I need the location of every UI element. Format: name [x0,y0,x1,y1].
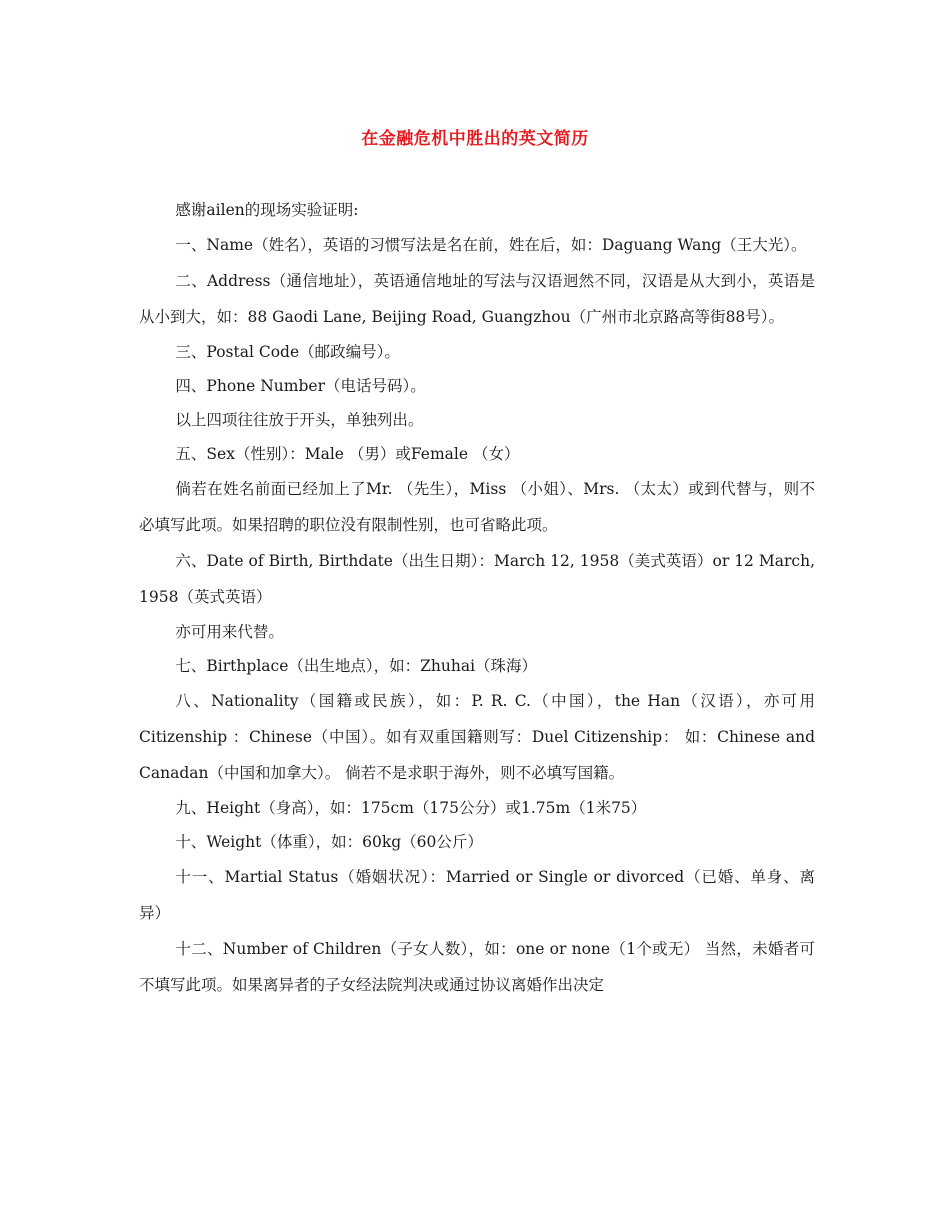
paragraph-name: 一、Name（姓名），英语的习惯写法是名在前，姓在后，如：Daguang Wang（王大光）。 [175,236,807,254]
paragraph-alternative: 亦可用来代替。 [175,623,284,641]
paragraph-height: 九、Height（身高），如：175cm（175公分）或1.75m（1米75） [175,799,647,817]
paragraph-first-four-note: 以上四项往往放于开头，单独列出。 [175,411,424,429]
paragraph-address: 二、Address（通信地址），英语通信地址的写法与汉语迥然不同，汉语是从大到小，英语是从小到大，如：88 Gaodi Lane, Beijing Road, Guangzhou（广州市北京路高等街88号）。 [139,272,815,326]
paragraph-phone-number: 四、Phone Number（电话号码）。 [175,377,426,395]
paragraph-nationality: 八、Nationality（国籍或民族），如：P. R. C.（中国），the Han（汉语），亦可用 Citizenship ：Chinese（中国）。如有双重国籍则写：Duel Citizenship： 如：Chinese and Canadan（中国和加拿大）。 倘若不是求职于海外，则不必填写国籍。 [139,692,815,782]
paragraph-number-of-children: 十二、Number of Children（子女人数），如：one or none（1个或无） 当然，未婚者可不填写此项。如果离异者的子女经法院判决或通过协议离婚作出决定 [139,940,815,994]
document-body [139,193,815,1003]
paragraph-title-note: 倘若在姓名前面已经加上了Mr. （先生），Miss （小姐）、Mrs. （太太）或到代替与，则不必填写此项。如果招聘的职位没有限制性别，也可省略此项。 [139,480,815,534]
paragraph-sex: 五、Sex（性别）：Male （男）或Female （女） [175,445,520,463]
paragraph-postal-code: 三、Postal Code（邮政编号）。 [175,343,400,361]
paragraph-marital-status: 十一、Martial Status（婚姻状况）：Married or Single or divorced（已婚、单身、离异） [139,868,815,922]
paragraph-weight: 十、Weight（体重），如：60kg（60公斤） [175,833,483,851]
document-title: 在金融危机中胜出的英文简历 [361,129,589,149]
paragraph-thanks: 感谢ailen的现场实验证明: [175,201,359,219]
paragraph-date-of-birth: 六、Date of Birth, Birthdate（出生日期）：March 12, 1958（美式英语）or 12 March, 1958（英式英语） [139,552,815,606]
paragraph-birthplace: 七、Birthplace（出生地点），如：Zhuhai（珠海） [175,657,538,675]
